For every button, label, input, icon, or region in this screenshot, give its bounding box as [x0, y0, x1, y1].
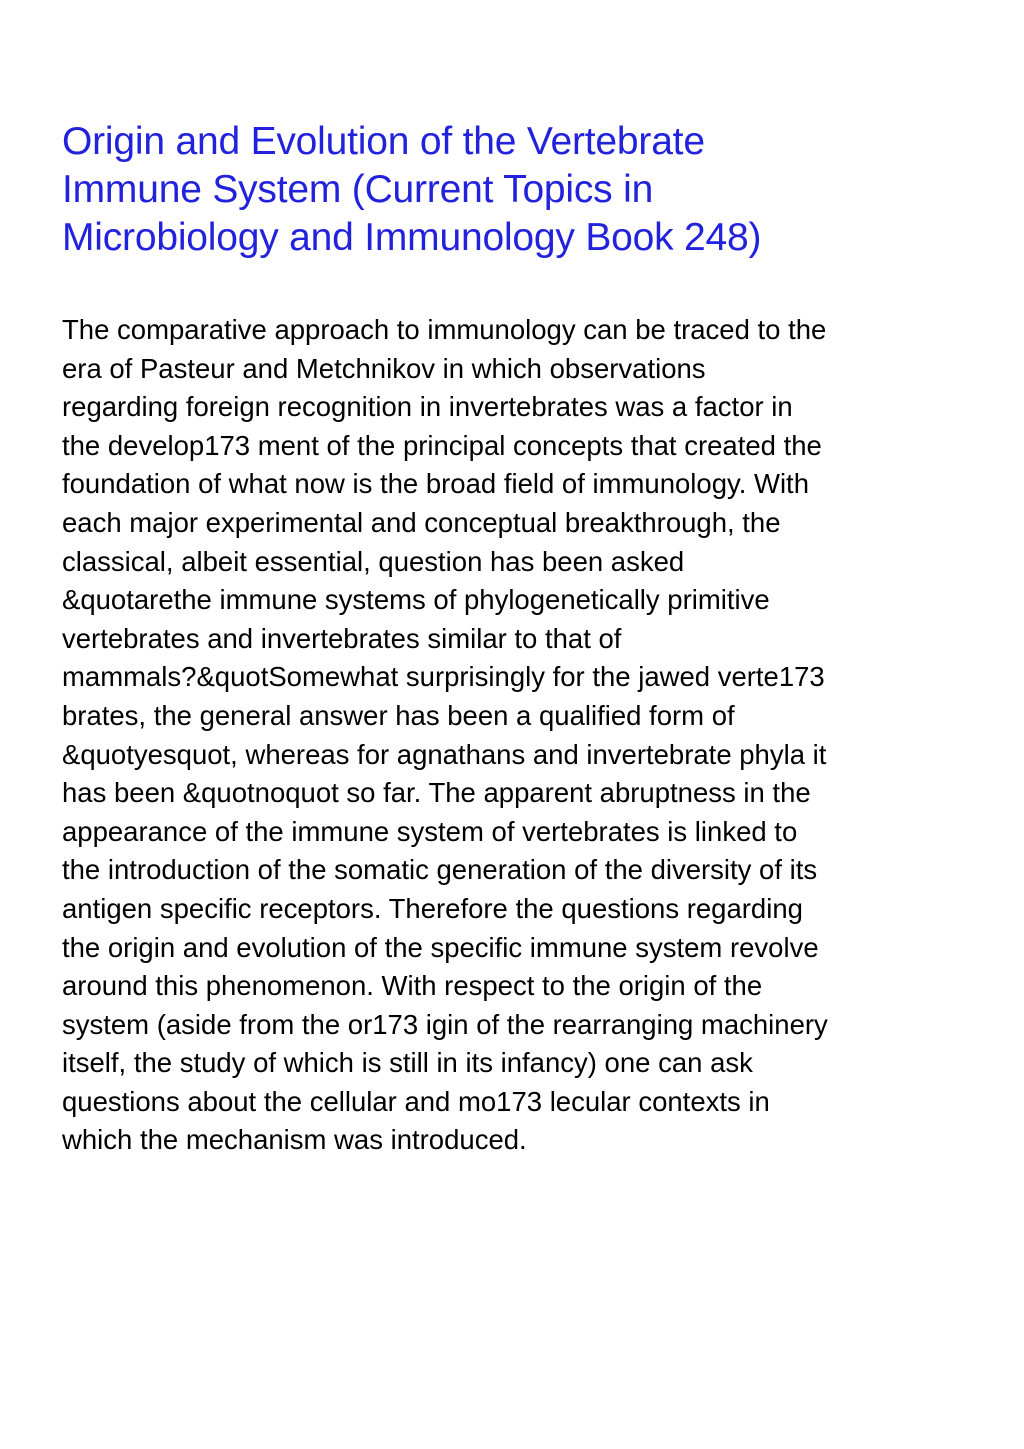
- body-line: the develop173 ment of the principal concepts that created the: [62, 429, 822, 461]
- document-body: [62, 311, 972, 1160]
- body-line: foundation of what now is the broad field of immunology. With: [62, 468, 809, 500]
- body-line: classical, albeit essential, question has been asked: [62, 545, 685, 577]
- body-line: vertebrates and invertebrates similar to that of: [62, 622, 622, 654]
- body-line: mammals?&quotSomewhat surprisingly for the jawed verte173: [62, 661, 825, 693]
- body-line: which the mechanism was introduced.: [62, 1124, 527, 1156]
- title-line: Microbiology and Immunology Book 248): [62, 216, 762, 259]
- title-line: Immune System (Current Topics in: [62, 168, 654, 211]
- document-page: [62, 118, 972, 1160]
- body-line: regarding foreign recognition in invertebrates was a factor in: [62, 391, 793, 423]
- document-title: [62, 118, 972, 262]
- body-line: era of Pasteur and Metchnikov in which observations: [62, 352, 706, 384]
- title-line: Origin and Evolution of the Vertebrate: [62, 120, 705, 163]
- body-line: appearance of the immune system of vertebrates is linked to: [62, 815, 798, 847]
- body-line: each major experimental and conceptual breakthrough, the: [62, 506, 781, 538]
- body-line: the origin and evolution of the specific immune system revolve: [62, 931, 819, 963]
- body-line: itself, the study of which is still in its infancy) one can ask: [62, 1047, 753, 1079]
- body-line: around this phenomenon. With respect to the origin of the: [62, 970, 763, 1002]
- body-line: has been &quotnoquot so far. The apparent abruptness in the: [62, 777, 811, 809]
- body-line: &quotyesquot, whereas for agnathans and invertebrate phyla it: [62, 738, 827, 770]
- body-line: the introduction of the somatic generation of the diversity of its: [62, 854, 818, 886]
- body-line: The comparative approach to immunology can be traced to the: [62, 314, 827, 345]
- body-line: system (aside from the or173 igin of the rearranging machinery: [62, 1008, 828, 1040]
- body-line: brates, the general answer has been a qualified form of: [62, 699, 735, 731]
- body-line: &quotarethe immune systems of phylogenetically primitive: [62, 584, 770, 616]
- body-line: antigen specific receptors. Therefore the questions regarding: [62, 892, 803, 924]
- body-line: questions about the cellular and mo173 lecular contexts in: [62, 1085, 770, 1117]
